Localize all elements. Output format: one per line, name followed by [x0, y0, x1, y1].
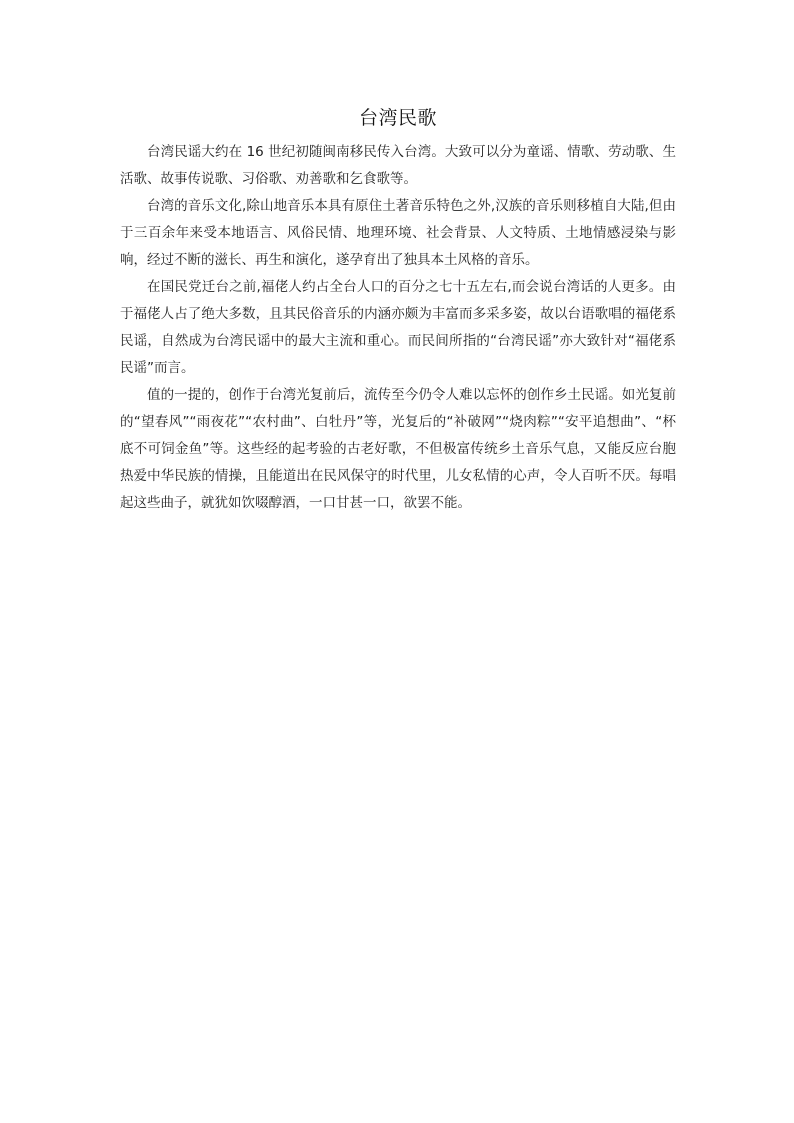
paragraph-1: 台湾民谣大约在 16 世纪初随闽南移民传入台湾。大致可以分为童谣、情歌、劳动歌、生活歌、故事传说歌、习俗歌、劝善歌和乞食歌等。: [120, 144, 676, 187]
paragraph-3: 在国民党迁台之前,福佬人约占全台人口的百分之七十五左右,而会说台湾话的人更多。由于福佬人占了绝大多数，且其民俗音乐的内涵亦颇为丰富而多采多姿，故以台语歌唱的福佬系民谣，自然成为台湾民谣中的最大主流和重心。而民间所指的“台湾民谣”亦大致针对“福佬系民谣”而言。: [120, 279, 676, 376]
document-body: [120, 104, 676, 517]
paragraph-4: 值的一提的，创作于台湾光复前后，流传至今仍令人难以忘怀的创作乡土民谣。如光复前的“望春风”“雨夜花”“农村曲”、白牡丹”等，光复后的“补破网”“烧肉粽”“安平追想曲”、“杯底不可饲金鱼”等。这些经的起考验的古老好歌，不但极富传统乡土音乐气息，又能反应台胞热爱中华民族的情操，且能道出在民风保守的时代里，儿女私情的心声，令人百听不厌。每唱起这些曲子，就犹如饮啜醇酒，一口甘甚一口，欲罢不能。: [120, 387, 676, 511]
document-title: 台湾民歌: [358, 107, 437, 129]
paragraph-2: 台湾的音乐文化,除山地音乐本具有原住土著音乐特色之外,汉族的音乐则移植自大陆,但由于三百余年来受本地语言、风俗民情、地理环境、社会背景、人文特质、土地情感浸染与影响，经过不断的滋长、再生和演化，遂孕育出了独具本土风格的音乐。: [120, 198, 676, 268]
